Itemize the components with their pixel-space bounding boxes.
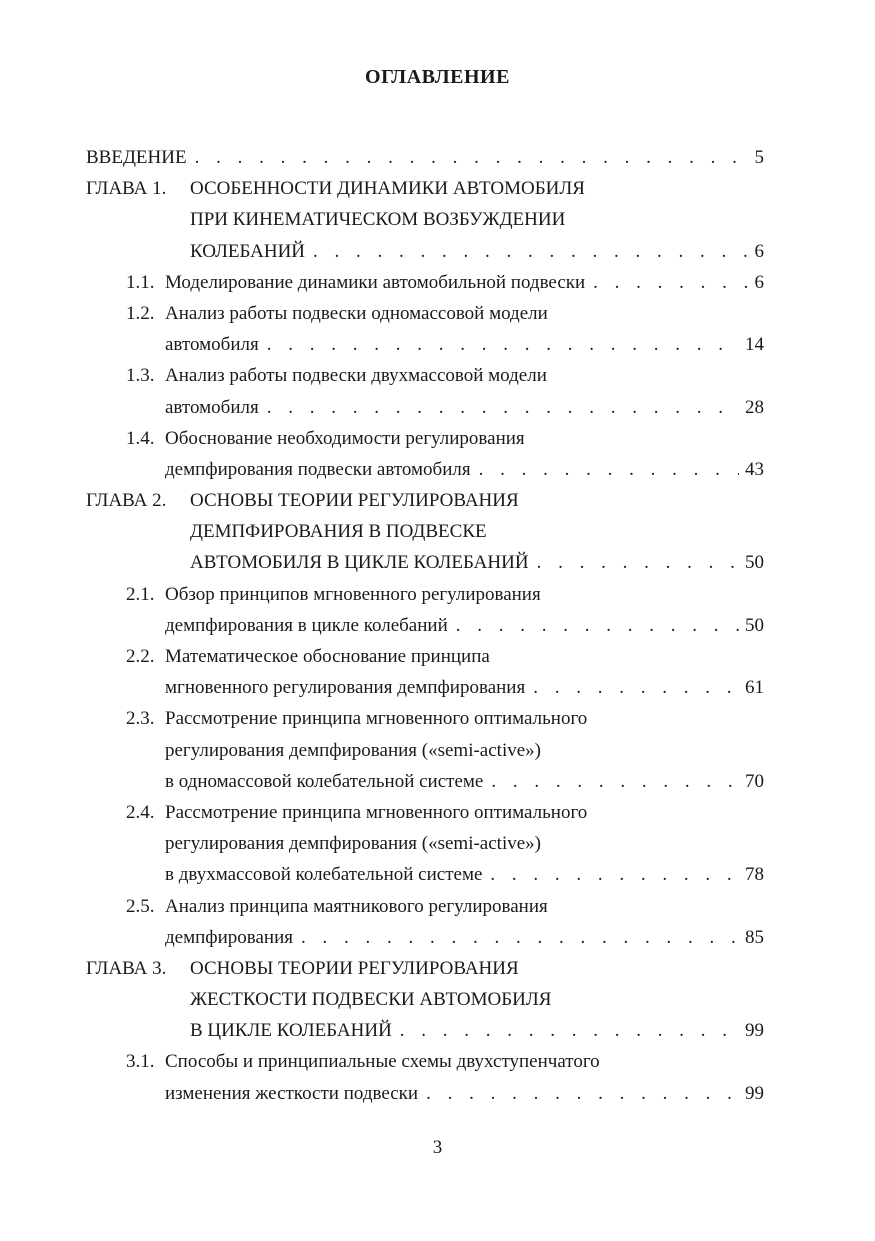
toc-entry-title: ПРИ КИНЕМАТИЧЕСКОМ ВОЗБУЖДЕНИИ [190,209,566,231]
toc-entry-title: ЖЕСТКОСТИ ПОДВЕСКИ АВТОМОБИЛЯ [190,989,552,1011]
toc-entry-title: регулирования демпфирования («semi-active») [165,739,541,761]
toc-entry-page: 61 [745,677,764,699]
toc-entry-page: 50 [745,614,764,636]
toc-entry-section-1-3[interactable] [86,360,764,391]
toc-entry-section-2-3[interactable] [86,703,764,734]
toc-entry-continuation [86,204,764,235]
toc-entry-title: АВТОМОБИЛЯ В ЦИКЛЕ КОЛЕБАНИЙ [190,552,529,574]
toc-entry-title: Способы и принципиальные схемы двухступенчатого [165,1051,600,1073]
leader-dots [456,610,739,641]
toc-entry-continuation [86,610,764,641]
toc-entry-continuation [86,984,764,1015]
toc-entry-title: Рассмотрение принципа мгновенного оптимального [165,708,588,730]
toc-entry-page: 28 [745,396,764,418]
toc-entry-title: демпфирования подвески автомобиля [165,458,471,480]
toc-entry-number: 1.2. [126,302,155,324]
leader-dots [593,267,748,298]
toc-entry-number: 2.1. [126,583,155,605]
toc-entry-section-1-4[interactable] [86,423,764,454]
toc-entry-title: изменения жесткости подвески [165,1082,419,1104]
toc-entry-section-2-2[interactable] [86,641,764,672]
toc-entry-title: ДЕМПФИРОВАНИЯ В ПОДВЕСКЕ [190,521,487,543]
toc-entry-continuation [86,516,764,547]
leader-dots [195,142,749,173]
leader-dots [426,1078,739,1109]
toc-entry-section-1-1[interactable] [86,267,764,298]
leader-dots [479,454,739,485]
toc-entry-continuation [86,454,764,485]
toc-entry-title: Анализ работы подвески одномассовой модели [165,302,548,324]
leader-dots [537,547,739,578]
toc-entry-page: 99 [745,1082,764,1104]
toc-entry-continuation [86,672,764,703]
toc-entry-number: 2.3. [126,708,155,730]
toc-entry-section-2-1[interactable] [86,579,764,610]
leader-dots [490,859,739,890]
toc-entry-title: Анализ работы подвески двухмассовой модели [165,365,547,387]
toc-entry-title: Математическое обоснование принципа [165,646,490,667]
toc-entry-page: 6 [754,240,764,262]
toc-entry-chapter-1[interactable] [86,173,764,204]
toc-entry-title: ОСОБЕННОСТИ ДИНАМИКИ АВТОМОБИЛЯ [190,178,585,200]
toc-entry-title: демпфирования [165,926,293,948]
toc-entry-title: регулирования демпфирования («semi-active») [165,833,541,855]
leader-dots [533,672,739,703]
toc-entry-continuation [86,329,764,360]
toc-entry-page: 14 [745,334,764,356]
toc-entry-title: ОСНОВЫ ТЕОРИИ РЕГУЛИРОВАНИЯ [190,957,519,979]
toc-entry-number: 1.4. [126,427,155,449]
toc-entry-chapter-3[interactable] [86,953,764,984]
toc-entry-continuation [86,766,764,797]
toc-entry-number: ГЛАВА 2. [86,490,167,512]
toc-entry-section-2-4[interactable] [86,797,764,828]
toc-entry-number: 1.1. [126,271,155,293]
toc-entry-number: ГЛАВА 3. [86,957,167,979]
toc-entry-title: автомобиля [165,396,259,418]
toc-entry-page: 6 [754,271,764,293]
leader-dots [267,329,739,360]
toc-entry-title: Моделирование динамики автомобильной подвески [165,271,586,293]
toc-entry-title: ВВЕДЕНИЕ [86,147,187,168]
toc-entry-page: 78 [745,864,764,886]
toc-entry-title: Анализ принципа маятникового регулирования [165,895,548,917]
toc-entry-chapter-2[interactable] [86,485,764,516]
toc-entry-introduction[interactable] [86,142,764,173]
toc-entry-section-2-5[interactable] [86,891,764,922]
toc-entry-title: мгновенного регулирования демпфирования [165,677,526,699]
toc-entry-title: КОЛЕБАНИЙ [190,240,306,262]
toc-entry-number: 2.2. [126,646,155,667]
toc-entry-page: 85 [745,926,764,948]
toc-entry-title: демпфирования в цикле колебаний [165,614,448,636]
toc-entry-title: Обзор принципов мгновенного регулирования [165,583,541,605]
toc-entry-page: 5 [754,147,764,168]
toc-entry-title: в двухмассовой колебательной системе [165,864,483,886]
page-title: ОГЛАВЛЕНИЕ [365,66,510,88]
page-number: 3 [432,1137,443,1158]
toc-entry-number: 1.3. [126,365,155,387]
toc-entry-continuation [86,392,764,423]
toc-entry-title: в одномассовой колебательной системе [165,770,484,792]
toc-entry-title: ОСНОВЫ ТЕОРИИ РЕГУЛИРОВАНИЯ [190,490,519,512]
toc-entry-title: Рассмотрение принципа мгновенного оптимального [165,801,588,823]
toc-entry-page: 99 [745,1020,764,1042]
toc-entry-title: автомобиля [165,334,259,356]
toc-entry-number: 2.5. [126,895,155,917]
table-of-contents [86,142,764,1109]
toc-entry-continuation [86,1015,764,1046]
toc-entry-continuation [86,859,764,890]
toc-entry-continuation [86,828,764,859]
toc-entry-number: ГЛАВА 1. [86,178,167,200]
toc-entry-number: 2.4. [126,801,155,823]
toc-entry-title: Обоснование необходимости регулирования [165,427,525,449]
toc-entry-continuation [86,922,764,953]
leader-dots [313,236,748,267]
toc-entry-continuation [86,236,764,267]
leader-dots [301,922,739,953]
toc-entry-continuation [86,547,764,578]
toc-entry-page: 70 [745,770,764,792]
toc-entry-continuation [86,1078,764,1109]
leader-dots [400,1015,739,1046]
toc-entry-title: В ЦИКЛЕ КОЛЕБАНИЙ [190,1020,392,1042]
toc-entry-continuation [86,735,764,766]
leader-dots [267,392,739,423]
toc-entry-number: 3.1. [126,1051,155,1073]
toc-entry-page: 50 [745,552,764,574]
toc-entry-section-3-1[interactable] [86,1046,764,1077]
toc-entry-section-1-2[interactable] [86,298,764,329]
toc-entry-page: 43 [745,458,764,480]
leader-dots [491,766,739,797]
